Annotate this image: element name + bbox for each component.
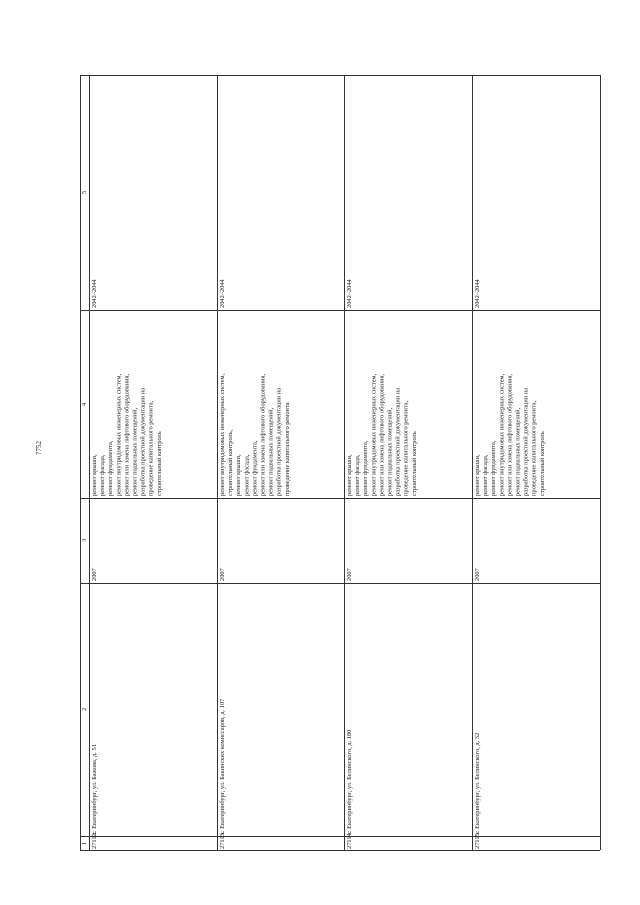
column-number-4: 4: [81, 402, 88, 406]
period-cell: 2042–2044: [346, 279, 353, 308]
row-separator: [472, 75, 473, 850]
table-border: [80, 75, 600, 76]
address-cell: г. Екатеринбург, ул. Белинского, д. 180: [346, 729, 353, 834]
year-cell: 2007: [346, 568, 353, 581]
row-number: 27113.: [219, 831, 226, 849]
column-number-5: 5: [81, 190, 88, 195]
works-cell: ремонт крыши, ремонт фасада, ремонт фундамента, ремонт внутридомовых инженерных систем, ремонт или замена лифтового оборудования, ремонт подвальных помещений, разработка проектной документации на проведение капитального ремонта, строительный контроль: [474, 373, 546, 496]
table-border: [600, 75, 601, 850]
row-number: 27112.: [91, 831, 98, 849]
column-separator: [80, 836, 600, 837]
address-cell: г. Екатеринбург, ул. Бакинских комиссаров, д. 107: [219, 698, 226, 834]
works-cell: ремонт крыши, ремонт фасада, ремонт фундамента, ремонт внутридомовых инженерных систем, ремонт или замена лифтового оборудования, ремонт подвальных помещений, разработка проектной документации на проведение капитального ремонта, строительный контроль: [346, 373, 418, 496]
period-cell: 2042–2044: [474, 279, 481, 308]
row-number: 27115.: [474, 831, 481, 849]
header-separator: [89, 75, 90, 850]
works-cell: ремонт внутридомовых инженерных систем, строительный контроль, ремонт крыши, ремонт фасада, ремонт фундамента, ремонт или замена лифтового оборудования, ремонт подвальных помещений, разработка проектной документации на проведение капитального ремонта: [219, 373, 291, 496]
column-separator: [80, 498, 600, 499]
column-number-2: 2: [81, 707, 88, 712]
column-separator: [80, 310, 600, 311]
table-border: [80, 850, 600, 851]
page-number: 7752: [35, 441, 43, 455]
period-cell: 2042–2044: [219, 279, 226, 308]
year-cell: 2007: [91, 568, 98, 581]
period-cell: 2042–2044: [91, 279, 98, 308]
address-cell: г. Екатеринбург, ул. Бажова, д. 51: [91, 744, 98, 834]
year-cell: 2007: [474, 568, 481, 581]
year-cell: 2007: [219, 568, 226, 581]
column-separator: [80, 583, 600, 584]
row-separator: [344, 75, 345, 850]
repair-schedule-table: [80, 75, 600, 850]
row-separator: [217, 75, 218, 850]
row-number: 27114.: [346, 831, 353, 849]
works-cell: ремонт крыши, ремонт фасада, ремонт фундамента, ремонт внутридомовых инженерных систем, ремонт или замена лифтового оборудования, ремонт подвальных помещений, разработка проектной документации на проведение капитального ремонта, строительный контроль: [91, 373, 163, 496]
column-number-3: 3: [81, 538, 88, 543]
column-number-1: 1: [81, 841, 88, 845]
address-cell: г. Екатеринбург, ул. Белинского, д. 32: [474, 732, 481, 834]
